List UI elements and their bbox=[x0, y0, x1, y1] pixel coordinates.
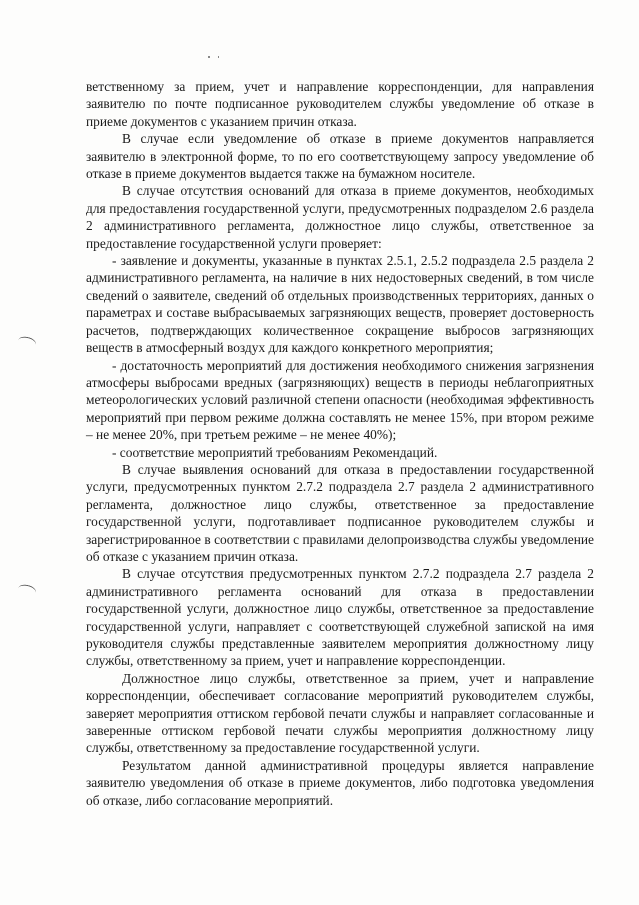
scan-speck bbox=[208, 56, 210, 58]
paragraph-electronic-form: В случае если уведомление об отказе в приеме документов направляется заявителю в электронной форме, то по его соответствующему запросу уведомление об отказе в приеме документов выдается также на бумажном носителе. bbox=[86, 131, 594, 182]
paragraph-continuation: ветственному за прием, учет и направление корреспонденции, для направления заявителю по почте подписанное руководителем службы уведомление об отказе в приеме документов с указанием причин отказа. bbox=[86, 79, 594, 129]
paragraph-result: Результатом данной административной процедуры является направление заявителю уведомления об отказе в приеме документов, либо подготовка уведомления об отказе, либо согласование мероприятий. bbox=[86, 757, 594, 808]
list-item-application-check: - заявление и документы, указанные в пунктах 2.5.1, 2.5.2 подраздела 2.5 раздела 2 административного регламента, на наличие в них недостоверных сведений, в том числе сведений о заявителе, сведений об отдельных производственных территориях, данных о параметрах и составе выбрасываемых загрязняющих веществ, проверяет достоверность расчетов, подтверждающих количественное сокращение выбросов загрязняющих веществ в атмосферный воздух для каждого конкретного мероприятия; bbox=[86, 253, 594, 356]
margin-mark bbox=[17, 583, 37, 598]
paragraph-grounds-found: В случае выявления оснований для отказа в предоставлении государственной услуги, предусмотренных пунктом 2.7.2 подраздела 2.7 раздела 2 административного регламента, должностное лицо службы, ответственное за предоставление государственной услуги, подготавливает подписанное руководителем службы и зарегистрированное в соответствии с правилами делопроизводства службы уведомление об отказе с указанием причин отказа. bbox=[86, 461, 594, 564]
paragraph-no-grounds-for-refusal: В случае отсутствия оснований для отказа в приеме документов, необходимых для предоставления государственной услуги, предусмотренных подразделом 2.6 раздела 2 административного регламента, должностное лицо службы, ответственное за предоставление государственной услуги проверяет: bbox=[86, 183, 594, 251]
margin-mark bbox=[17, 335, 37, 350]
paragraph-no-grounds-found: В случае отсутствия предусмотренных пунктом 2.7.2 подраздела 2.7 раздела 2 административного регламента оснований для отказа в предоставлении государственной услуги, должностное лицо службы, ответственное за предоставление государственной услуги, направляет с соответствующей служебной запиской на имя руководителя службы представленные заявителем мероприятия должностному лицу службы, ответственному за прием, учет и направление корреспонденции. bbox=[86, 566, 594, 669]
list-item-measures-sufficiency: - достаточность мероприятий для достижения необходимого снижения загрязнения атмосферы выбросами вредных (загрязняющих) веществ в периоды неблагоприятных метеорологических условий различной степени опасности (необходимая эффективность мероприятий при первом режиме должна составлять не менее 15%, при втором режиме – не менее 20%, при третьем режиме – не менее 40%); bbox=[86, 357, 594, 443]
scan-speck bbox=[218, 56, 219, 58]
paragraph-official-approval: Должностное лицо службы, ответственное за прием, учет и направление корреспонденции, обеспечивает согласование мероприятий руководителем службы, заверяет мероприятия оттиском гербовой печати службы и направляет согласованные и заверенные оттиском гербовой печати службы мероприятия должностному лицу службы, ответственному за предоставление государственной услуги. bbox=[86, 670, 594, 756]
list-item-recommendations-compliance: - соответствие мероприятий требованиям Рекомендаций. bbox=[112, 444, 438, 460]
document-body bbox=[86, 78, 594, 809]
